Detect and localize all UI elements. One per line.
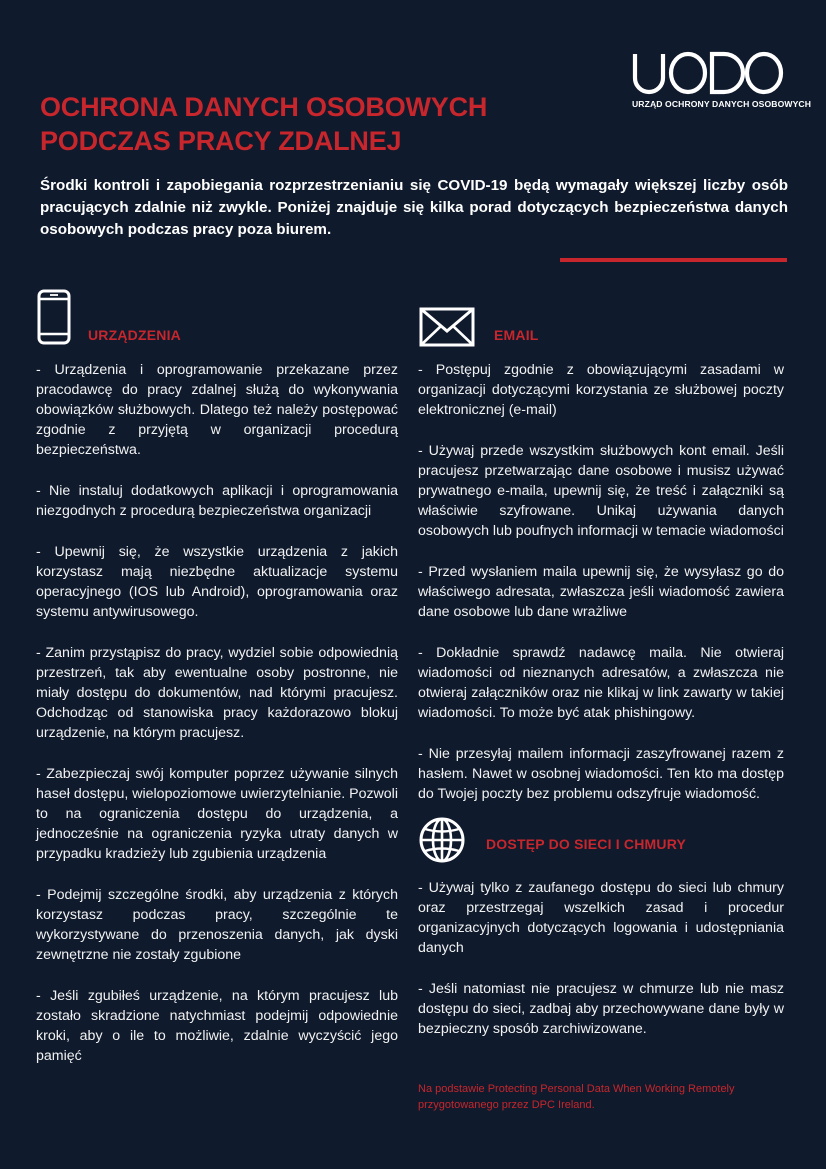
devices-section bbox=[36, 290, 398, 1087]
title-line-2: PODCZAS PRACY ZDALNEJ bbox=[40, 126, 402, 156]
devices-paragraph: - Upewnij się, że wszystkie urządzenia z jakich korzystasz mają niezbędne aktualizacje systemu operacyjnego (IOS lub Android), oprogramowania oraz systemu antywirusowego. bbox=[36, 544, 398, 620]
devices-paragraph: - Podejmij szczególne środki, aby urządzenia z których korzystasz podczas pracy, szczególnie te wykorzystywane do przenoszenia danych, jak dyski zewnętrzne nie zostały zgubione bbox=[36, 887, 398, 963]
smartphone-icon bbox=[36, 289, 72, 345]
network-section bbox=[418, 810, 784, 1039]
page-title bbox=[40, 90, 600, 158]
logo-subtitle: URZĄD OCHRONY DANYCH OSOBOWYCH bbox=[632, 99, 812, 109]
envelope-icon bbox=[418, 307, 476, 347]
email-paragraph: - Dokładnie sprawdź nadawcę maila. Nie otwieraj wiadomości od nieznanych adresatów, a zwłaszcza nie otwieraj załączników oraz nie klikaj w link zawarty w takiej wiadomości. To może być atak phishingowy. bbox=[418, 645, 784, 721]
email-title: EMAIL bbox=[494, 327, 539, 343]
devices-header bbox=[36, 290, 398, 350]
devices-paragraph: - Urządzenia i oprogramowanie przekazane przez pracodawcę do pracy zdalnej służą do wykonywania obowiązków służbowych. Dlatego też należy postępować zgodnie z przyjętą w organizacji procedurą bezpieczeństwa. bbox=[36, 362, 398, 458]
globe-icon bbox=[418, 816, 466, 864]
divider-rule bbox=[560, 258, 787, 262]
network-header bbox=[418, 810, 784, 870]
right-column bbox=[418, 290, 784, 1060]
devices-paragraph: - Zabezpieczaj swój komputer poprzez używanie silnych haseł dostępu, wielopoziomowe uwierzytelnianie. Pozwoli to na ograniczenia dostępu do urządzenia, a jednocześnie na ograniczenia ryzyka utraty danych w przypadku kradzieży lub zgubienia urządzenia bbox=[36, 766, 398, 862]
devices-paragraph: - Nie instaluj dodatkowych aplikacji i oprogramowania niezgodnych z procedurą bezpieczeństwa organizacji bbox=[36, 483, 398, 519]
devices-title: URZĄDZENIA bbox=[88, 327, 181, 343]
email-header bbox=[418, 290, 784, 350]
email-paragraph: - Postępuj zgodnie z obowiązującymi zasadami w organizacji dotyczącymi korzystania ze służbowej poczty elektronicznej (e-mail) bbox=[418, 362, 784, 418]
source-footnote: Na podstawie Protecting Personal Data When Working Remotely przygotowanego przez DPC Ireland. bbox=[418, 1083, 735, 1111]
devices-paragraph: - Jeśli zgubiłeś urządzenie, na którym pracujesz lub zostało skradzione natychmiast podejmij odpowiednie kroki, aby o ile to możliwie, zdalnie wyczyścić jego pamięć bbox=[36, 988, 398, 1064]
network-paragraph: - Jeśli natomiast nie pracujesz w chmurze lub nie masz dostępu do sieci, zadbaj aby przechowywane dane były w bezpieczny sposób zarchiwizowane. bbox=[418, 981, 784, 1037]
title-line-1: OCHRONA DANYCH OSOBOWYCH bbox=[40, 92, 488, 122]
network-title: DOSTĘP DO SIECI I CHMURY bbox=[486, 836, 687, 852]
intro-text: Środki kontroli i zapobiegania rozprzestrzenianiu się COVID-19 będą wymagały większej liczby osób pracujących zdalnie niż zwykle. Poniżej znajduje się kilka porad dotyczących bezpieczeństwa danych osobowych podczas pracy poza biurem. bbox=[40, 177, 788, 238]
email-paragraph: - Używaj przede wszystkim służbowych kont email. Jeśli pracujesz przetwarzając dane osobowe i musisz używać prywatnego e-maila, upewnij się, że treść i załączniki są właściwie szyfrowane. Unikaj używania danych osobowych lub poufnych informacji w temacie wiadomości bbox=[418, 443, 784, 539]
email-paragraph: - Nie przesyłaj mailem informacji zaszyfrowanej razem z hasłem. Nawet w osobnej wiadomości. Ten kto ma dostęp do Twojej poczty bez problemu odszyfruje wiadomość. bbox=[418, 746, 784, 802]
uodo-logo-mark bbox=[632, 50, 786, 96]
uodo-logo bbox=[632, 50, 812, 109]
network-paragraph: - Używaj tylko z zaufanego dostępu do sieci lub chmury oraz przestrzegaj wszelkich zasad i procedur organizacyjnych dotyczących logowania i udostępniania danych bbox=[418, 880, 784, 956]
email-section bbox=[418, 290, 784, 804]
devices-paragraph: - Zanim przystąpisz do pracy, wydziel sobie odpowiednią przestrzeń, tak aby ewentualne osoby postronne, nie miały dostępu do dokumentów, nad którymi pracujesz. Odchodząc od stanowiska pracy każdorazowo blokuj urządzenie, na którym pracujesz. bbox=[36, 645, 398, 741]
email-paragraph: - Przed wysłaniem maila upewnij się, że wysyłasz go do właściwego adresata, zwłaszcza jeśli wiadomość zawiera dane osobowe lub dane wrażliwe bbox=[418, 564, 784, 620]
